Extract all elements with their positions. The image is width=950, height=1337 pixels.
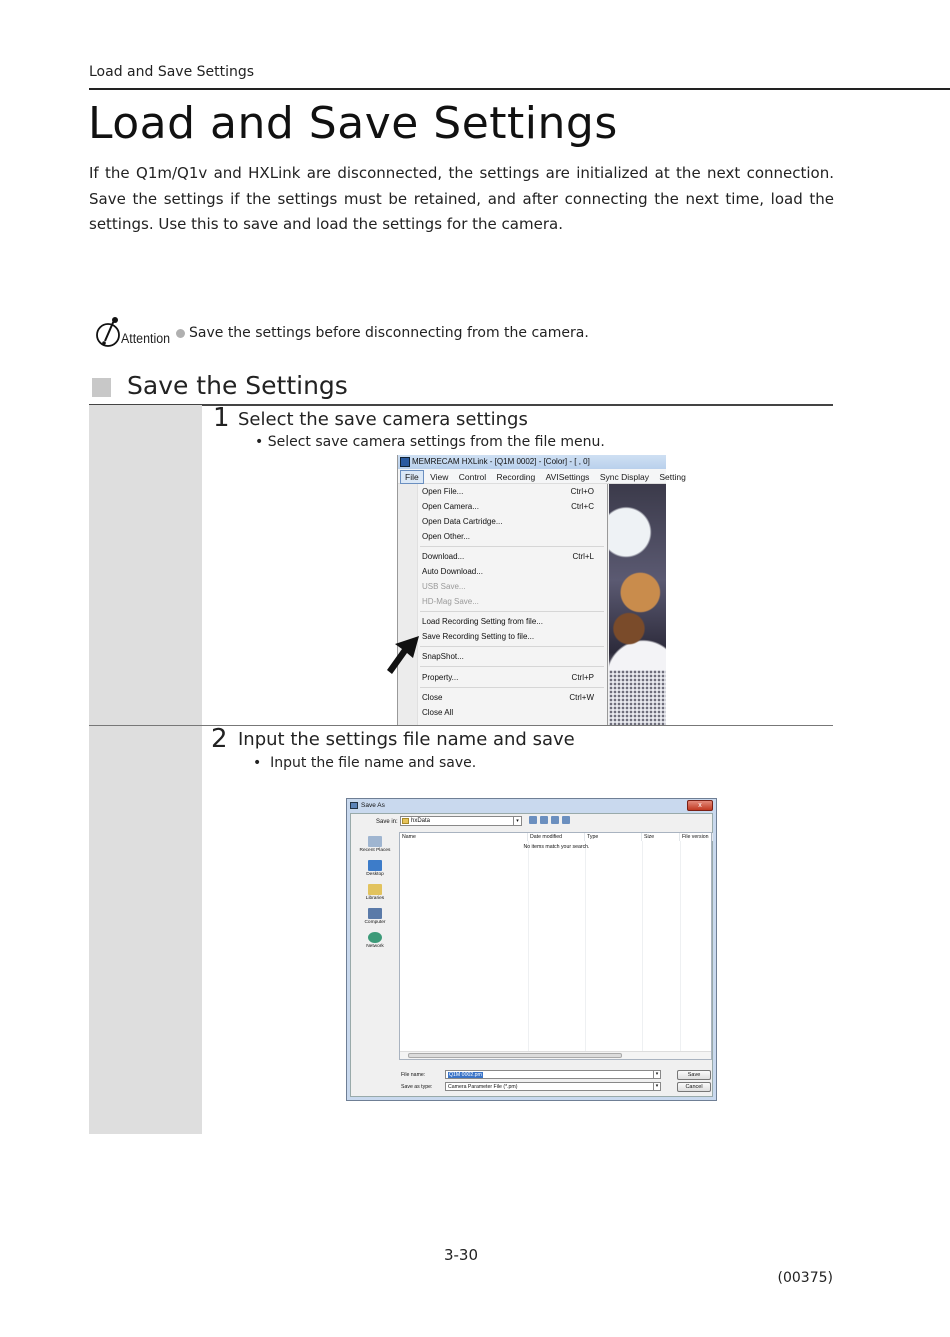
- menu-sync-display[interactable]: Sync Display: [599, 472, 649, 482]
- camera-preview-image: [609, 484, 666, 725]
- menu-item-open-file[interactable]: Open File... Ctrl+O: [422, 487, 594, 496]
- section-title: Save the Settings: [127, 371, 348, 400]
- save-as-type-value: Camera Parameter File (*.pm): [448, 1084, 518, 1090]
- scrollbar-thumb[interactable]: [408, 1053, 622, 1058]
- dialog-title: Save As: [361, 802, 385, 809]
- menu-item-save-recording-setting[interactable]: Save Recording Setting to file...: [422, 632, 535, 641]
- menu-separator: [420, 687, 604, 688]
- menubar: [398, 469, 686, 484]
- column-line: [528, 841, 529, 1051]
- column-header-type[interactable]: Type: [585, 833, 642, 841]
- file-name-value: Q1M 0002.pm: [449, 1072, 482, 1078]
- save-as-type-select[interactable]: [445, 1082, 661, 1091]
- menu-item-close-all[interactable]: Close All: [422, 708, 454, 717]
- column-line: [680, 841, 681, 1051]
- step-title: Select the save camera settings: [238, 409, 528, 430]
- attention-label: Attention: [121, 331, 171, 346]
- dialog-body: [350, 813, 713, 1097]
- save-as-type-label: Save as type:: [401, 1084, 433, 1090]
- save-in-select[interactable]: [400, 816, 522, 826]
- step-divider: [89, 725, 833, 726]
- file-list[interactable]: [399, 832, 712, 1060]
- menu-setting[interactable]: Setting: [659, 472, 686, 482]
- pointer-arrow-icon: [385, 630, 421, 676]
- places-bar: [353, 832, 397, 1094]
- window-titlebar: [398, 455, 666, 469]
- window-title: MEMRECAM HXLink - [Q1M 0002] - [Color] - [ , 0]: [412, 457, 590, 466]
- file-name-input[interactable]: [445, 1070, 661, 1079]
- preview-texture: [609, 670, 666, 725]
- step-bullet: [253, 755, 476, 771]
- step-title: Input the settings file name and save: [238, 729, 575, 750]
- view-menu-icon[interactable]: [562, 816, 570, 824]
- bullet-dot-icon: •: [253, 755, 262, 771]
- file-dropdown: [398, 484, 608, 725]
- empty-message: No items match your search.: [523, 844, 590, 850]
- place-computer[interactable]: Computer: [353, 908, 397, 925]
- running-header: Load and Save Settings: [89, 64, 255, 80]
- place-desktop[interactable]: Desktop: [353, 860, 397, 877]
- menu-item-auto-download[interactable]: Auto Download...: [422, 567, 483, 576]
- step-number: 2: [211, 724, 228, 754]
- libraries-icon: [368, 884, 382, 895]
- back-icon[interactable]: [529, 816, 537, 824]
- horizontal-scrollbar[interactable]: [400, 1051, 711, 1059]
- new-folder-icon[interactable]: [551, 816, 559, 824]
- menu-separator: [420, 646, 604, 647]
- menu-item-open-camera[interactable]: Open Camera... Ctrl+C: [422, 502, 594, 511]
- step-number: 1: [213, 403, 230, 433]
- chevron-down-icon: ▾: [653, 1071, 660, 1078]
- menu-item-snapshot[interactable]: SnapShot...: [422, 652, 464, 661]
- step-bullet-text: Select save camera settings from the file menu.: [267, 434, 605, 450]
- menu-avisettings[interactable]: AVISettings: [545, 472, 590, 482]
- folder-icon: [402, 818, 409, 824]
- cancel-button[interactable]: Cancel: [677, 1082, 711, 1092]
- dialog-toolbar: [529, 816, 577, 826]
- column-header-name[interactable]: Name: [400, 833, 528, 841]
- desktop-icon: [368, 860, 382, 871]
- bullet-dot-icon: [176, 329, 185, 338]
- chevron-down-icon: ▾: [513, 817, 521, 825]
- menu-view[interactable]: View: [430, 472, 449, 482]
- menu-control[interactable]: Control: [458, 472, 487, 482]
- step-gutter: [89, 726, 202, 1134]
- dialog-icon: [350, 802, 358, 809]
- menu-item-usb-save: USB Save...: [422, 582, 466, 591]
- column-line: [585, 841, 586, 1051]
- menu-file[interactable]: File: [400, 470, 424, 484]
- step-gutter: [89, 405, 202, 725]
- menu-item-open-data-cartridge[interactable]: Open Data Cartridge...: [422, 517, 503, 526]
- file-menu-screenshot: [397, 455, 686, 725]
- step-bullet: [255, 434, 605, 450]
- column-header-size[interactable]: Size: [642, 833, 680, 841]
- menu-separator: [420, 611, 604, 612]
- step-bullet-text: Input the file name and save.: [270, 755, 477, 771]
- dropdown-gutter: [398, 484, 418, 725]
- attention-note: [95, 316, 835, 352]
- network-icon: [368, 932, 382, 943]
- column-line: [642, 841, 643, 1051]
- place-network[interactable]: Network: [353, 932, 397, 949]
- column-header-file-version[interactable]: File version: [680, 833, 713, 841]
- menu-separator: [420, 666, 604, 667]
- close-icon[interactable]: x: [687, 800, 713, 811]
- intro-paragraph: If the Q1m/Q1v and HXLink are disconnected, the settings are initialized at the next connection. Save the settings if the settings must be retained, and after connecting the next time, load the settings. Use this to save and load the settings for the camera.: [89, 164, 834, 233]
- menu-item-property[interactable]: Property... Ctrl+P: [422, 673, 594, 682]
- attention-text: Save the settings before disconnecting from the camera.: [189, 325, 589, 341]
- menu-item-load-recording-setting[interactable]: Load Recording Setting from file...: [422, 617, 543, 626]
- menu-item-download[interactable]: Download... Ctrl+L: [422, 552, 594, 561]
- document-code: (00375): [777, 1270, 833, 1286]
- header-rule: [89, 88, 950, 90]
- menu-item-hd-mag-save: HD-Mag Save...: [422, 597, 479, 606]
- section-square-icon: [92, 378, 111, 397]
- chevron-down-icon: ▾: [653, 1083, 660, 1090]
- page-title: Load and Save Settings: [88, 98, 618, 149]
- computer-icon: [368, 908, 382, 919]
- page-number: 3-30: [443, 1246, 479, 1264]
- menu-recording[interactable]: Recording: [496, 472, 536, 482]
- save-button[interactable]: Save: [677, 1070, 711, 1080]
- save-in-label: Save in:: [376, 819, 398, 825]
- file-name-label: File name:: [401, 1072, 426, 1078]
- place-libraries[interactable]: Libraries: [353, 884, 397, 901]
- bullet-dot-icon: •: [255, 434, 264, 450]
- up-folder-icon[interactable]: [540, 816, 548, 824]
- menu-item-open-other[interactable]: Open Other...: [422, 532, 471, 541]
- menu-separator: [420, 546, 604, 547]
- app-icon: [400, 457, 410, 467]
- place-recent-places[interactable]: Recent Places: [353, 836, 397, 853]
- save-in-value: hxData: [411, 818, 431, 824]
- recent-places-icon: [368, 836, 382, 847]
- save-as-dialog: [346, 798, 717, 1101]
- menu-item-close[interactable]: Close Ctrl+W: [422, 693, 594, 702]
- column-header-date-modified[interactable]: Date modified: [528, 833, 585, 841]
